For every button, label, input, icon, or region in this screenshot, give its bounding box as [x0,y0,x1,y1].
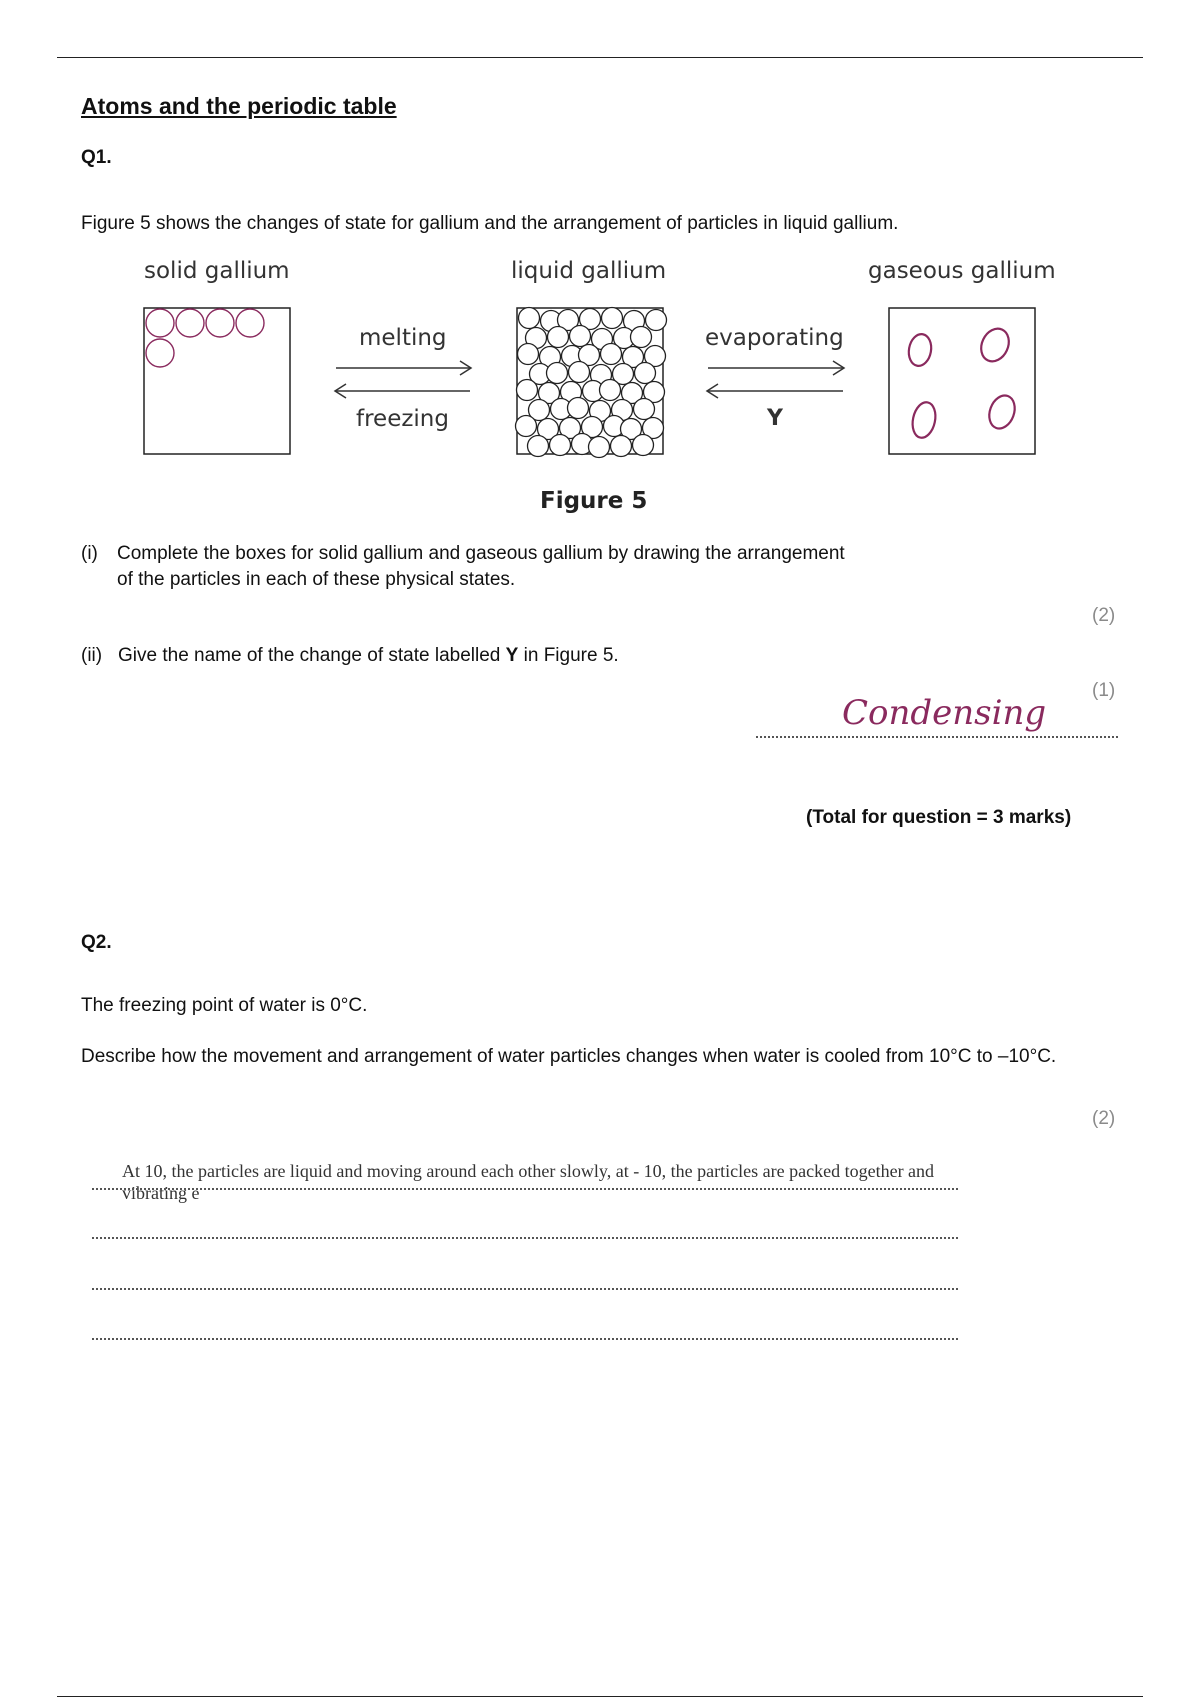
part-ii-number: (ii) [81,645,103,666]
section-title: Atoms and the periodic table [81,93,397,119]
liquid-particle [569,362,590,383]
liquid-particle [519,308,540,329]
part-ii-answer[interactable]: Condensing [842,693,1047,733]
liquid-particle [601,344,622,365]
melting-label: melting [359,325,447,351]
evaporating-y-arrows [707,361,844,398]
liquid-particle [550,435,571,456]
q2-statement: The freezing point of water is 0°C. [81,995,368,1016]
q2-label: Q2. [81,932,112,953]
liquid-particle [548,327,569,348]
q2-answer-line-1 [92,1188,958,1190]
solid-gallium-label: solid gallium [144,258,290,284]
liquid-particles [516,308,667,458]
part-i-text: Complete the boxes for solid gallium and gaseous gallium by drawing the arrangement of the particles in each of these physical states. [117,543,845,590]
liquid-particle [547,363,568,384]
solid-particles-drawing [146,309,264,367]
figure-caption: Figure 5 [540,488,648,514]
gas-box [889,308,1035,454]
liquid-particle [570,326,591,347]
liquid-particle [611,436,632,457]
liquid-particle [518,344,539,365]
liquid-particle [602,308,623,329]
liquid-gallium-label: liquid gallium [511,258,667,284]
q2-question: Describe how the movement and arrangement of water particles changes when water is cooled from 10°C to –10°C. [81,1046,1057,1067]
liquid-particle [516,416,537,437]
liquid-particle [528,436,549,457]
liquid-particle [633,435,654,456]
part-ii-marks: (1) [1092,680,1116,701]
q2-answer-text[interactable]: At 10, the particles are liquid and moving around each other slowly, at - 10, the particles are packed together and vibrating e [122,1161,935,1203]
q1-total: (Total for question = 3 marks) [806,807,1072,828]
bottom-rule [57,1696,1143,1697]
q2-marks: (2) [1092,1108,1116,1129]
liquid-particle [589,437,610,458]
evaporating-label: evaporating [705,325,844,351]
melting-freezing-arrows [335,361,471,398]
part-i-number: (i) [81,543,98,564]
solid-box [144,308,290,454]
q2-answer-line-4 [92,1338,958,1340]
liquid-particle [646,310,667,331]
y-label: Y [767,406,783,431]
q1-label: Q1. [81,147,112,168]
gas-particles-drawing [906,324,1019,440]
q1-intro: Figure 5 shows the changes of state for gallium and the arrangement of particles in liquid gallium. [81,213,899,234]
q2-answer-line-2 [92,1237,958,1239]
freezing-label: freezing [356,406,449,432]
liquid-particle [600,380,621,401]
part-i-marks: (2) [1092,605,1116,626]
part-ii-answer-line [756,736,1118,738]
liquid-particle [631,327,652,348]
gaseous-gallium-label: gaseous gallium [868,258,1056,284]
liquid-particle [568,398,589,419]
liquid-particle [517,380,538,401]
liquid-particle [635,363,656,384]
part-ii-text: Give the name of the change of state labelled Y in Figure 5. [118,645,619,666]
q2-answer-line-3 [92,1288,958,1290]
liquid-particle [634,399,655,420]
